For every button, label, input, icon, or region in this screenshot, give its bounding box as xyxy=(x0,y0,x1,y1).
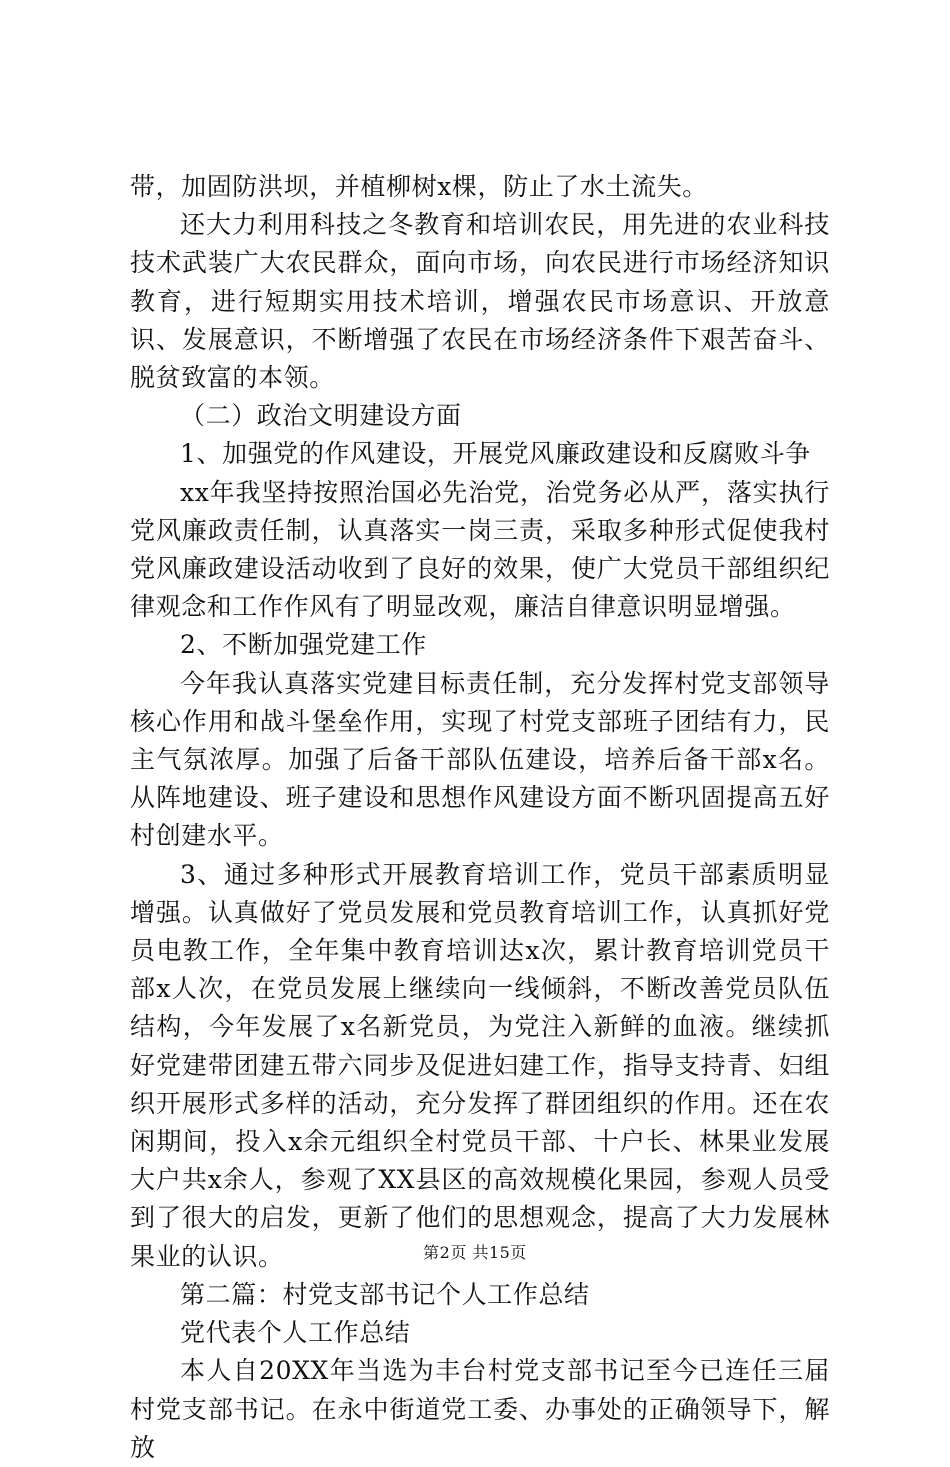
document-body xyxy=(130,168,830,1467)
subheading-party-style: 1、加强党的作风建设，开展党风廉政建设和反腐败斗争 xyxy=(180,439,811,469)
paragraph-7: 今年我认真落实党建目标责任制，充分发挥村党支部领导核心作用和战斗堡垒作用，实现了村党支部班子团结有力，民主气氛浓厚。加强了后备干部队伍建设，培养后备干部x名。从阵地建设、班子建设和思想作风建设方面不断巩固提高五好村创建水平。 xyxy=(130,668,830,851)
chapter-heading-part-two: 第二篇：村党支部书记个人工作总结 xyxy=(180,1279,590,1309)
paragraph-8: 3、通过多种形式开展教育培训工作，党员干部素质明显增强。认真做好了党员发展和党员教育培训工作，认真抓好党员电教工作，全年集中教育培训达x次，累计教育培训党员干部x人次，在党员发展上继续向一线倾斜，不断改善党员队伍结构，今年发展了x名新党员，为党注入新鲜的血液。继续抓好党建带团建五带六同步及促进妇建工作，指导支持青、妇组织开展形式多样的活动，充分发挥了群团组织的作用。还在农闲期间，投入x余元组织全村党员干部、十户长、林果业发展大户共x余人，参观了XX县区的高效规模化果园，参观人员受到了很大的启发，更新了他们的思想观念，提高了大力发展林果业的认识。 xyxy=(130,859,830,1271)
paragraph-11: 本人自20XX年当选为丰台村党支部书记至今已连任三届村党支部书记。在永中街道党工委、办事处的正确领导下，解放 xyxy=(130,1356,830,1462)
subtitle-representative-summary: 党代表个人工作总结 xyxy=(180,1318,411,1348)
paragraph-5: xx年我坚持按照治国必先治党，治党务必从严，落实执行党风廉政责任制，认真落实一岗三责，采取多种形式促使我村党风廉政建设活动收到了良好的效果，使广大党员干部组织纪律观念和工作作风有了明显改观，廉洁自律意识明显增强。 xyxy=(130,477,830,622)
paragraph-1: 带，加固防洪坝，并植柳树x棵，防止了水土流失。 xyxy=(130,172,708,201)
page-footer xyxy=(0,1243,950,1263)
page-number: 第2页 共15页 xyxy=(423,1243,527,1262)
subheading-party-building: 2、不断加强党建工作 xyxy=(180,630,427,660)
paragraph-2: 还大力利用科技之冬教育和培训农民，用先进的农业科技技术武装广大农民群众，面向市场，向农民进行市场经济知识教育，进行短期实用技术培训，增强农民市场意识、开放意识、发展意识，不断增强了农民在市场经济条件下艰苦奋斗、脱贫致富的本领。 xyxy=(130,210,830,393)
section-heading-political: （二）政治文明建设方面 xyxy=(180,401,462,431)
